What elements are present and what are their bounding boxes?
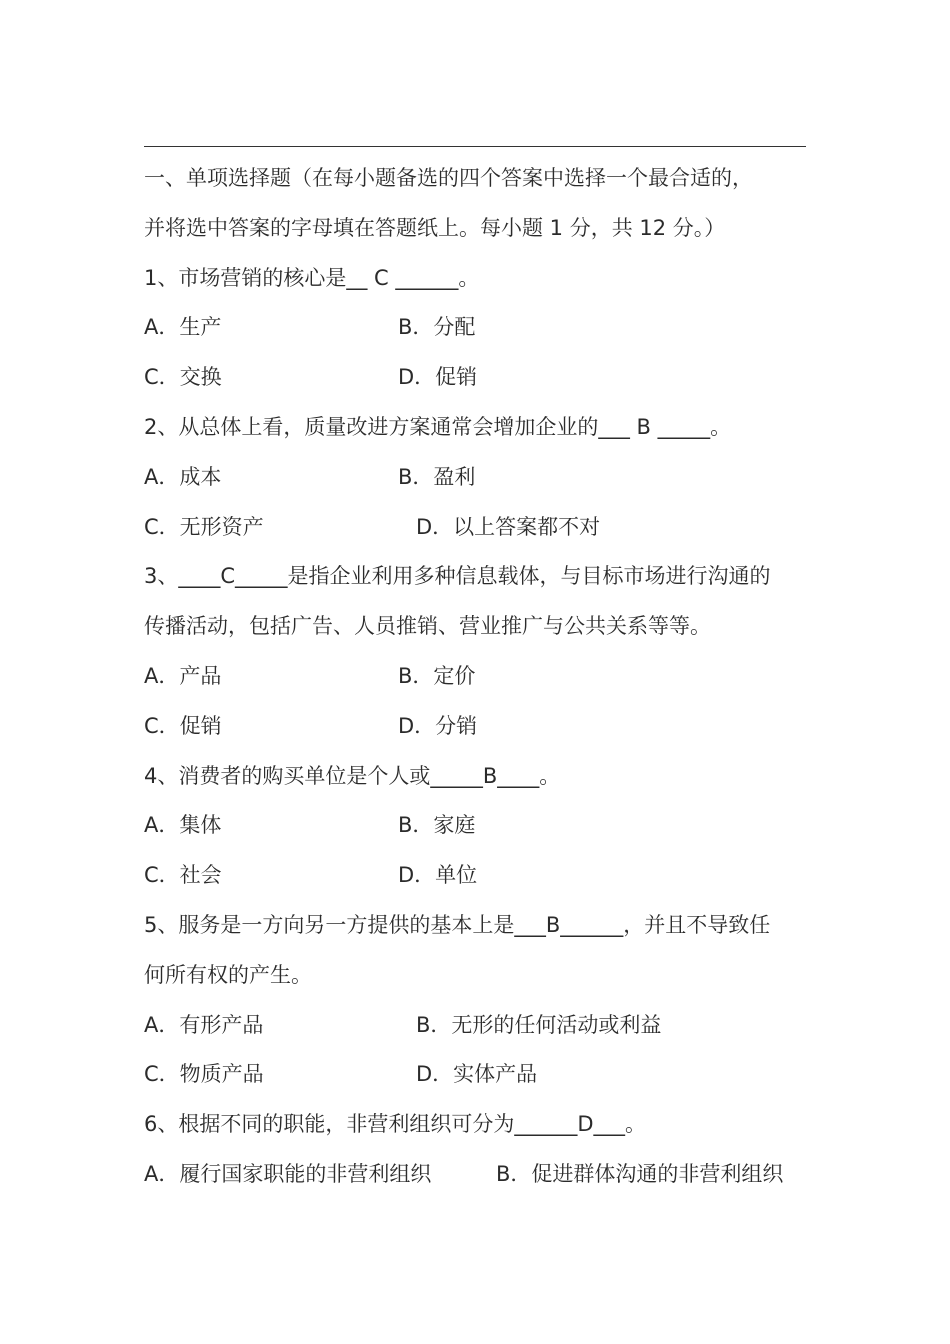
option-d: D．促销 bbox=[398, 365, 478, 390]
option-c: C．无形资产 bbox=[144, 514, 264, 539]
question-2-stem: 2、从总体上看，质量改进方案通常会增加企业的___ B _____。 bbox=[144, 414, 732, 439]
option-a: A．产品 bbox=[144, 663, 222, 688]
option-a: A．集体 bbox=[144, 813, 222, 838]
question-3-stem-line-1: 3、____C_____是指企业利用多种信息载体，与目标市场进行沟通的 bbox=[144, 564, 771, 589]
question-4-stem: 4、消费者的购买单位是个人或_____B____。 bbox=[144, 763, 561, 788]
question-3-options-row-2 bbox=[144, 702, 814, 752]
question-4-options-row-2 bbox=[144, 851, 814, 901]
option-a: A．生产 bbox=[144, 315, 222, 340]
option-b: B．定价 bbox=[398, 663, 476, 688]
header-rule bbox=[144, 146, 806, 147]
question-5-options-row-2 bbox=[144, 1050, 814, 1100]
question-6-options-row-1 bbox=[144, 1150, 814, 1200]
option-b: B．盈利 bbox=[398, 464, 476, 489]
question-5-stem-line-2: 何所有权的产生。 bbox=[144, 962, 312, 987]
exam-content bbox=[144, 154, 814, 1200]
option-c: C．交换 bbox=[144, 365, 222, 390]
question-6-stem: 6、根据不同的职能，非营利组织可分为______D___。 bbox=[144, 1112, 647, 1137]
question-3-stem-line-2: 传播活动，包括广告、人员推销、营业推广与公共关系等等。 bbox=[144, 614, 711, 639]
section-heading-line-2: 并将选中答案的字母填在答题纸上。每小题 1 分，共 12 分。） bbox=[144, 215, 726, 240]
option-b: B．促进群体沟通的非营利组织 bbox=[496, 1161, 784, 1186]
option-d: D．实体产品 bbox=[416, 1062, 538, 1087]
question-5-stem-line-1: 5、服务是一方向另一方提供的基本上是___B______，并且不导致任 bbox=[144, 912, 771, 937]
option-c: C．促销 bbox=[144, 713, 222, 738]
option-a: A．成本 bbox=[144, 464, 222, 489]
question-4-options-row-1 bbox=[144, 801, 814, 851]
question-5-options-row-1 bbox=[144, 1001, 814, 1051]
option-d: D．单位 bbox=[398, 863, 478, 888]
option-c: C．社会 bbox=[144, 863, 222, 888]
option-d: D．以上答案都不对 bbox=[416, 514, 601, 539]
option-b: B．分配 bbox=[398, 315, 476, 340]
question-1-options-row-1 bbox=[144, 303, 814, 353]
option-c: C．物质产品 bbox=[144, 1062, 264, 1087]
option-d: D．分销 bbox=[398, 713, 478, 738]
question-3-options-row-1 bbox=[144, 652, 814, 702]
question-1-stem: 1、市场营销的核心是__ C ______。 bbox=[144, 265, 480, 290]
option-a: A．有形产品 bbox=[144, 1012, 264, 1037]
option-a: A．履行国家职能的非营利组织 bbox=[144, 1161, 432, 1186]
question-2-options-row-1 bbox=[144, 453, 814, 503]
question-1-options-row-2 bbox=[144, 353, 814, 403]
question-2-options-row-2 bbox=[144, 503, 814, 553]
section-heading-line-1: 一、单项选择题（在每小题备选的四个答案中选择一个最合适的， bbox=[144, 166, 753, 190]
option-b: B．无形的任何活动或利益 bbox=[416, 1012, 662, 1037]
option-b: B．家庭 bbox=[398, 813, 476, 838]
